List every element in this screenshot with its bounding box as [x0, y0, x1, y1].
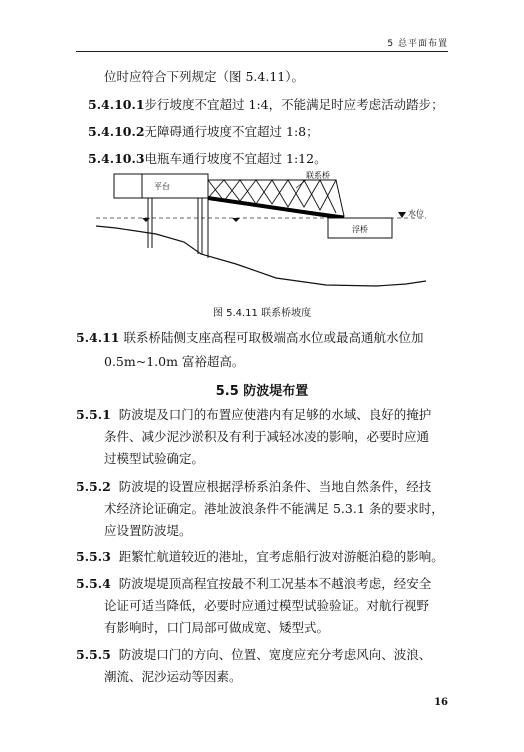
clause-5-5-2-line: 应设置防波堤。 — [104, 523, 192, 538]
running-header: 5 总平面布置 — [387, 39, 448, 49]
clause-5-5-4-line: 有影响时，口门局部可做成宽、矮型式。 — [104, 620, 330, 635]
bridge-deck — [208, 198, 344, 218]
clause-5-4-11-cont: 0.5m~1.0m 富裕超高。 — [104, 354, 245, 369]
clause-5-4-11: 5.4.11 联系桥陆侧支座高程可取极端高水位或最高通航水位加 — [76, 330, 424, 345]
clause-5-5-5-line: 潮流、泥沙运动等因素。 — [104, 669, 242, 684]
clause-5-5-2-line: 术经济论证确定。港址波浪条件不能满足 5.3.1 条的要求时， — [104, 501, 444, 516]
platform-label: 平台 — [154, 182, 170, 191]
clause-5-4-10-2: 5.4.10.2无障碍通行坡度不宜超过 1:8； — [88, 124, 319, 139]
water-label: 水位 — [408, 209, 424, 218]
intro-line: 位时应符合下列规定（图 5.4.11）。 — [104, 69, 304, 84]
clause-5-5-2: 5.5.2 防波堤的设置应根据浮桥系泊条件、当地自然条件，经技 — [76, 479, 432, 494]
header-rule — [76, 51, 448, 52]
float-label: 浮桥 — [352, 225, 368, 234]
page-number: 16 — [434, 697, 448, 708]
clause-5-5-1: 5.5.1 防波堤及口门的布置应使港内有足够的水域、良好的掩护 — [76, 407, 432, 422]
clause-5-4-10-1: 5.4.10.1步行坡度不宜超过 1:4，不能满足时应考虑活动踏步； — [88, 97, 444, 112]
figure-caption: 图 5.4.11 联系桥坡度 — [212, 308, 312, 319]
clause-5-5-1-line: 过模型试验确定。 — [104, 451, 205, 466]
water-level-marker — [398, 212, 406, 218]
bridge-slope-figure — [96, 168, 446, 300]
clause-5-5-5: 5.5.5 防波堤口门的方向、位置、宽度应充分考虑风向、波浪、 — [76, 647, 432, 662]
clause-5-4-10-3: 5.4.10.3电瓶车通行坡度不宜超过 1:12。 — [88, 151, 327, 166]
clause-5-5-1-line: 条件、减少泥沙淤积及有利于减轻冰凌的影响，必要时应通 — [104, 429, 430, 444]
bridge-label: 联系桥 — [306, 171, 330, 180]
clause-5-5-4: 5.5.4 防波堤堤顶高程宜按最不利工况基本不越浪考虑，经安全 — [76, 576, 432, 591]
clause-5-5-3: 5.5.3 距繁忙航道较近的港址，宜考虑船行波对游艇泊稳的影响。 — [76, 549, 444, 564]
clause-5-5-4-line: 论证可适当降低，必要时应通过模型试验验证。对航行视野 — [104, 598, 430, 613]
section-title: 5.5 防波堤布置 — [215, 384, 309, 399]
